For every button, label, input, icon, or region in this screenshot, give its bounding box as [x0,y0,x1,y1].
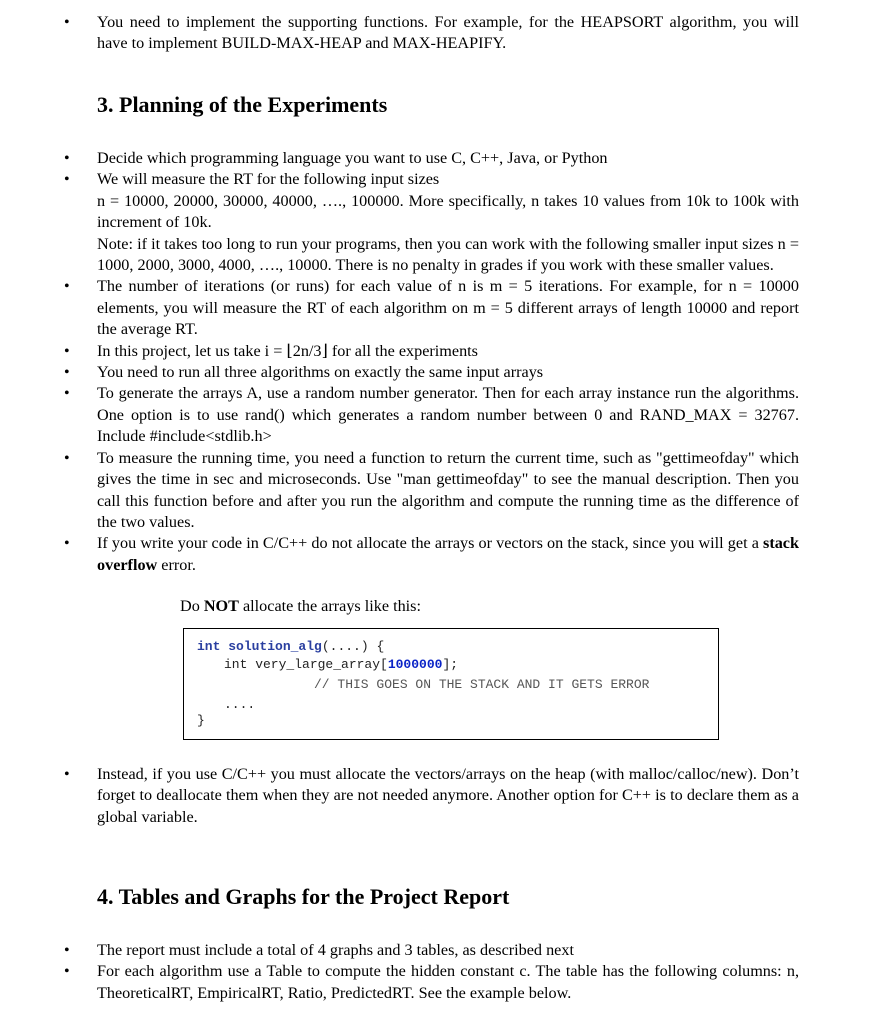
list-item-heap-allocation: • Instead, if you use C/C++ you must allocate the vectors/arrays on the heap (with malloc/calloc/new). Don’t forget to deallocate them when they are not needed anymore. Another option for C++ is to declare them as a global variable. [0,764,799,828]
do-not-allocate-note [180,596,421,617]
list-item: • You need to implement the supporting functions. For example, for the HEAPSORT algorithm, you will have to implement BUILD-MAX-HEAP and MAX-HEAPIFY. [0,12,799,55]
list-item-report-contents: • The report must include a total of 4 graphs and 3 tables, as described next [0,940,799,961]
code-function-args: (....) { [321,639,385,654]
code-snippet-box [183,628,719,740]
list-item-language: • Decide which programming language you want to use C, C++, Java, or Python [0,148,799,169]
intro-bullet-list [0,12,799,55]
section-3-bullet-list [0,148,799,576]
list-item-hidden-constant-table: • For each algorithm use a Table to compute the hidden constant c. The table has the following columns: n, TheoreticalRT, EmpiricalRT, Ratio, PredictedRT. See the example below. [0,961,799,1004]
code-line-comment: // THIS GOES ON THE STACK AND IT GETS ERROR [314,677,650,692]
stack-warning-prefix: If you write your code in C/C++ do not allocate the arrays or vectors on the stack, since you will get a [97,534,764,553]
list-item-same-arrays: • You need to run all three algorithms on exactly the same input arrays [0,362,799,383]
code-array-size: 1000000 [387,657,443,672]
stack-overflow-term: stack overflow [97,534,799,574]
input-sizes-values: n = 10000, 20000, 30000, 40000, …., 100000. More specifically, n takes 10 values from 10k to 100k with increment of 10k. [97,191,799,232]
code-line-ellipsis: .... [224,697,256,712]
input-sizes-note: Note: if it takes too long to run your programs, then you can work with the following smaller input sizes n = 1000, 2000, 3000, 4000, …., 10000. There is no penalty in grades if you work with these smaller values. [97,234,799,275]
list-item-iterations: • The number of iterations (or runs) for each value of n is m = 5 iterations. For example, for n = 10000 elements, you will measure the RT of each algorithm on m = 5 different arrays of length 10000 and report the average RT. [0,276,799,340]
note-not-emphasis: NOT [203,597,239,615]
list-item-generate-arrays: • To generate the arrays A, use a random number generator. Then for each array instance run the algorithms. One option is to use rand() which generates a random number between 0 and RAND_MAX = 32767. Include #include<stdlib.h> [0,383,799,447]
list-item-i-value [0,341,799,362]
section-4-bullet-list [0,940,799,1004]
section-3-heading: 3. Planning of the Experiments [97,92,388,117]
stack-warning-suffix: error. [157,555,196,574]
code-line-close-brace: } [197,713,205,728]
section-4-heading: 4. Tables and Graphs for the Project Report [97,884,510,909]
i-value-formula: ⌊2n/3⌋ [286,341,328,360]
list-item-measure-time: • To measure the running time, you need a function to return the current time, such as "gettimeofday" which gives the time in sec and microseconds. Use "man gettimeofday" to see the manual description. Then you call this function before and after you run the algorithm and compute the running time as the difference of the two values. [0,448,799,534]
i-value-suffix: for all the experiments [327,341,478,360]
code-decl-prefix: int very_large_array[ [224,657,388,672]
note-suffix: allocate the arrays like this: [238,597,421,615]
code-decl-suffix: ]; [442,657,459,672]
list-item-stack-warning [0,533,799,576]
i-value-prefix: In this project, let us take i = [97,341,287,360]
note-prefix: Do [180,597,204,615]
input-sizes-intro: • We will measure the RT for the following input sizes [97,170,440,189]
code-function-name: solution_alg [228,639,322,654]
code-line-declaration [224,657,458,673]
list-item-input-sizes [0,169,799,276]
heap-bullet-list [0,764,799,828]
code-line-signature [197,639,384,655]
code-keyword-int: int [197,639,221,654]
